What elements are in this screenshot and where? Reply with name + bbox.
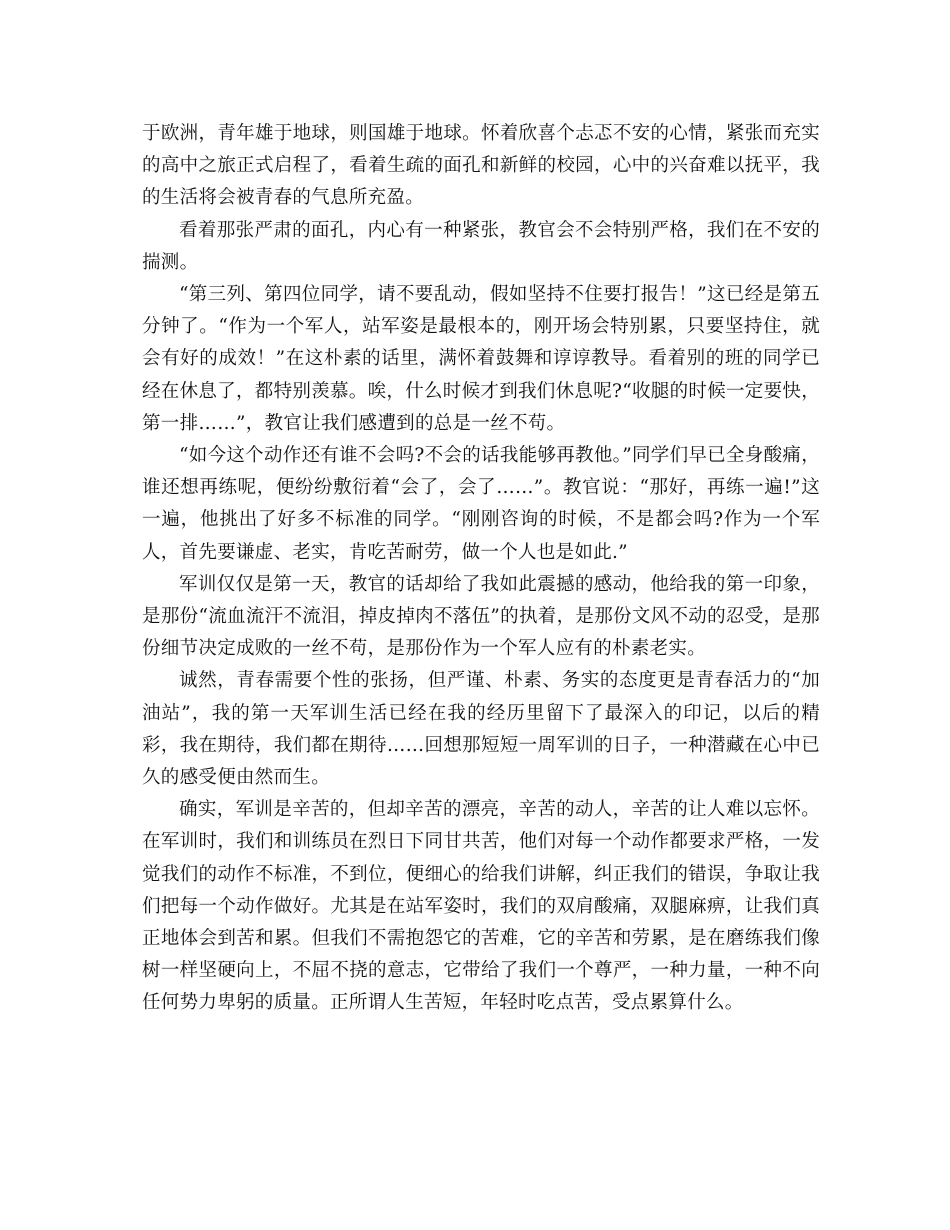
paragraph-7: 确实，军训是辛苦的，但却辛苦的漂亮，辛苦的动人，辛苦的让人难以忘怀。在军训时，我们和训练员在烈日下同甘共苦，他们对每一个动作都要求严格，一发觉我们的动作不标准，不到位，便细心的给我们讲解，纠正我们的错误，争取让我们把每一个动作做好。尤其是在站军姿时，我们的双肩酸痛，双腿麻痹，让我们真正地体会到苦和累。但我们不需抱怨它的苦难，它的辛苦和劳累，是在磨练我们像树一样坚硬向上，不屈不挠的意志，它带给了我们一个尊严，一种力量，一种不向任何势力卑躬的质量。正所谓人生苦短，年轻时吃点苦，受点累算什么。 <box>142 799 820 1014</box>
paragraph-1: 于欧洲，青年雄于地球，则国雄于地球。怀着欣喜个忐忑不安的心情，紧张而充实的高中之旅正式启程了，看着生疏的面孔和新鲜的校园，心中的兴奋难以抚平，我的生活将会被青春的气息所充盈。 <box>142 123 820 209</box>
paragraph-4: “如今这个动作还有谁不会吗?不会的话我能够再教他。”同学们早已全身酸痛，谁还想再练呢，便纷纷敷衍着“会了，会了……”。教官说：“那好，再练一遍!”这一遍，他挑出了好多不标准的同学。“刚刚咨询的时候，不是都会吗?作为一个军人，首先要谦虚、老实，肯吃苦耐劳，做一个人也是如此.” <box>142 445 820 563</box>
paragraph-5: 军训仅仅是第一天，教官的话却给了我如此震撼的感动，他给我的第一印象，是那份“流血流汗不流泪，掉皮掉肉不落伍”的执着，是那份文风不动的忍受，是那份细节决定成败的一丝不苟，是那份作为一个军人应有的朴素老实。 <box>142 573 820 660</box>
paragraph-3: “第三列、第四位同学，请不要乱动，假如坚持不住要打报告！”这已经是第五分钟了。“作为一个军人，站军姿是最根本的，刚开场会特别累，只要坚持住，就会有好的成效！”在这朴素的话里，满怀着鼓舞和谆谆教导。看着别的班的同学已经在休息了，都特别羡慕。唉，什么时候才到我们休息呢?“收腿的时候一定要快，第一排……”，教官让我们感遭到的总是一丝不苟。 <box>142 284 820 434</box>
paragraph-6: 诚然，青春需要个性的张扬，但严谨、朴素、务实的态度更是青春活力的“加油站”，我的第一天军训生活已经在我的经历里留下了最深入的印记，以后的精彩，我在期待，我们都在期待……回想那短短一周军训的日子，一种潜藏在心中已久的感受便由然而生。 <box>142 670 820 789</box>
document-page <box>142 118 820 1020</box>
paragraph-2: 看着那张严肃的面孔，内心有一种紧张，教官会不会特别严格，我们在不安的揣测。 <box>142 219 820 273</box>
